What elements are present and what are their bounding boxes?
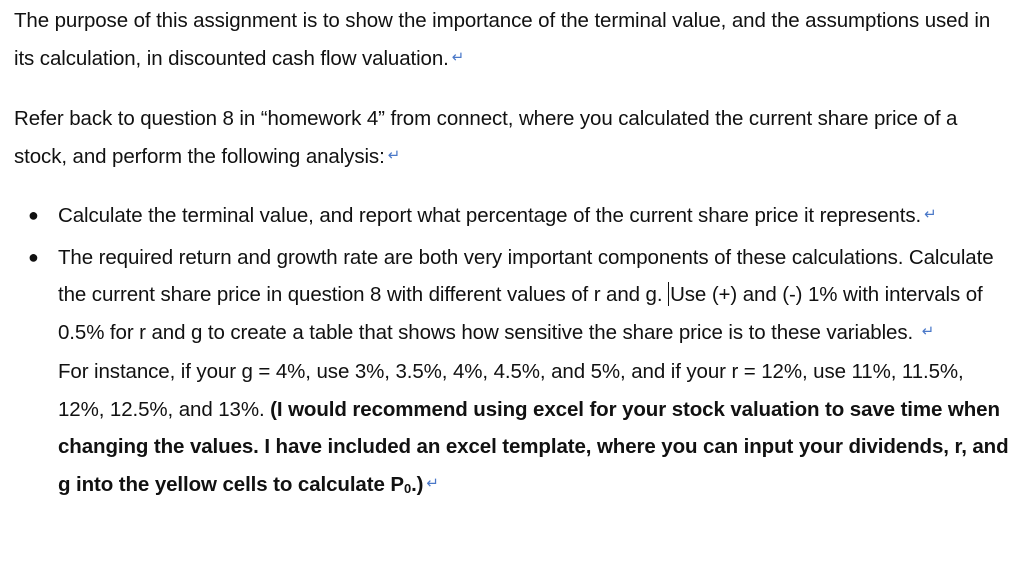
list-item-terminal-value <box>14 197 1014 237</box>
paragraph-purpose <box>14 0 1014 79</box>
paragraph-purpose-text: The purpose of this assignment is to show the importance of the terminal value, and the assumptions used in its calculation, in discounted cash flow valuation. <box>14 9 991 70</box>
paragraph-mark-icon: ↵ <box>451 48 465 66</box>
list-item-terminal-value-text: Calculate the terminal value, and report what percentage of the current share price it represents. <box>58 204 922 227</box>
list-item-sensitivity-example: For instance, if your g = 4%, use 3%, 3.5%, 4%, 4.5%, and 5%, and if your r = 12%, use 11%, 11.5%, 12%, 12.5%, and 13%. <box>58 360 964 421</box>
document-body[interactable] <box>14 0 1014 509</box>
subscript-zero: 0 <box>403 480 412 496</box>
paragraph-refer-back <box>14 100 1014 177</box>
list-item-sensitivity <box>14 239 1014 508</box>
paragraph-mark-icon: ↵ <box>426 474 439 492</box>
list-item-sensitivity-closing: .) <box>411 472 424 496</box>
list-item-sensitivity-instruction: Use (+) and (-) 1% with intervals of 0.5% for r and g to create a table that shows how sensitive the share price is to these variables. <box>58 283 983 344</box>
text-cursor <box>668 282 669 306</box>
paragraph-mark-icon: ↵ <box>387 146 401 164</box>
paragraph-mark-icon: ↵ <box>921 322 935 340</box>
paragraph-mark-icon: ↵ <box>924 206 937 223</box>
paragraph-refer-back-text: Refer back to question 8 in “homework 4” from connect, where you calculated the current share price of a stock, and perform the following analysis: <box>14 107 958 168</box>
bullet-list <box>14 197 1014 507</box>
list-item-sensitivity-recommendation: (I would recommend using excel for your stock valuation to save time when changing the values. I have included an excel template, where you can input your dividends, r, and g into the yellow cells to calculate P <box>58 397 1009 496</box>
bullet-icon: ● <box>28 246 39 267</box>
list-item-sensitivity-intro: The required return and growth rate are both very important components of these calculations. Calculate the current share price in question 8 with different values of r and g. <box>58 245 994 306</box>
bullet-icon: ● <box>28 205 39 225</box>
